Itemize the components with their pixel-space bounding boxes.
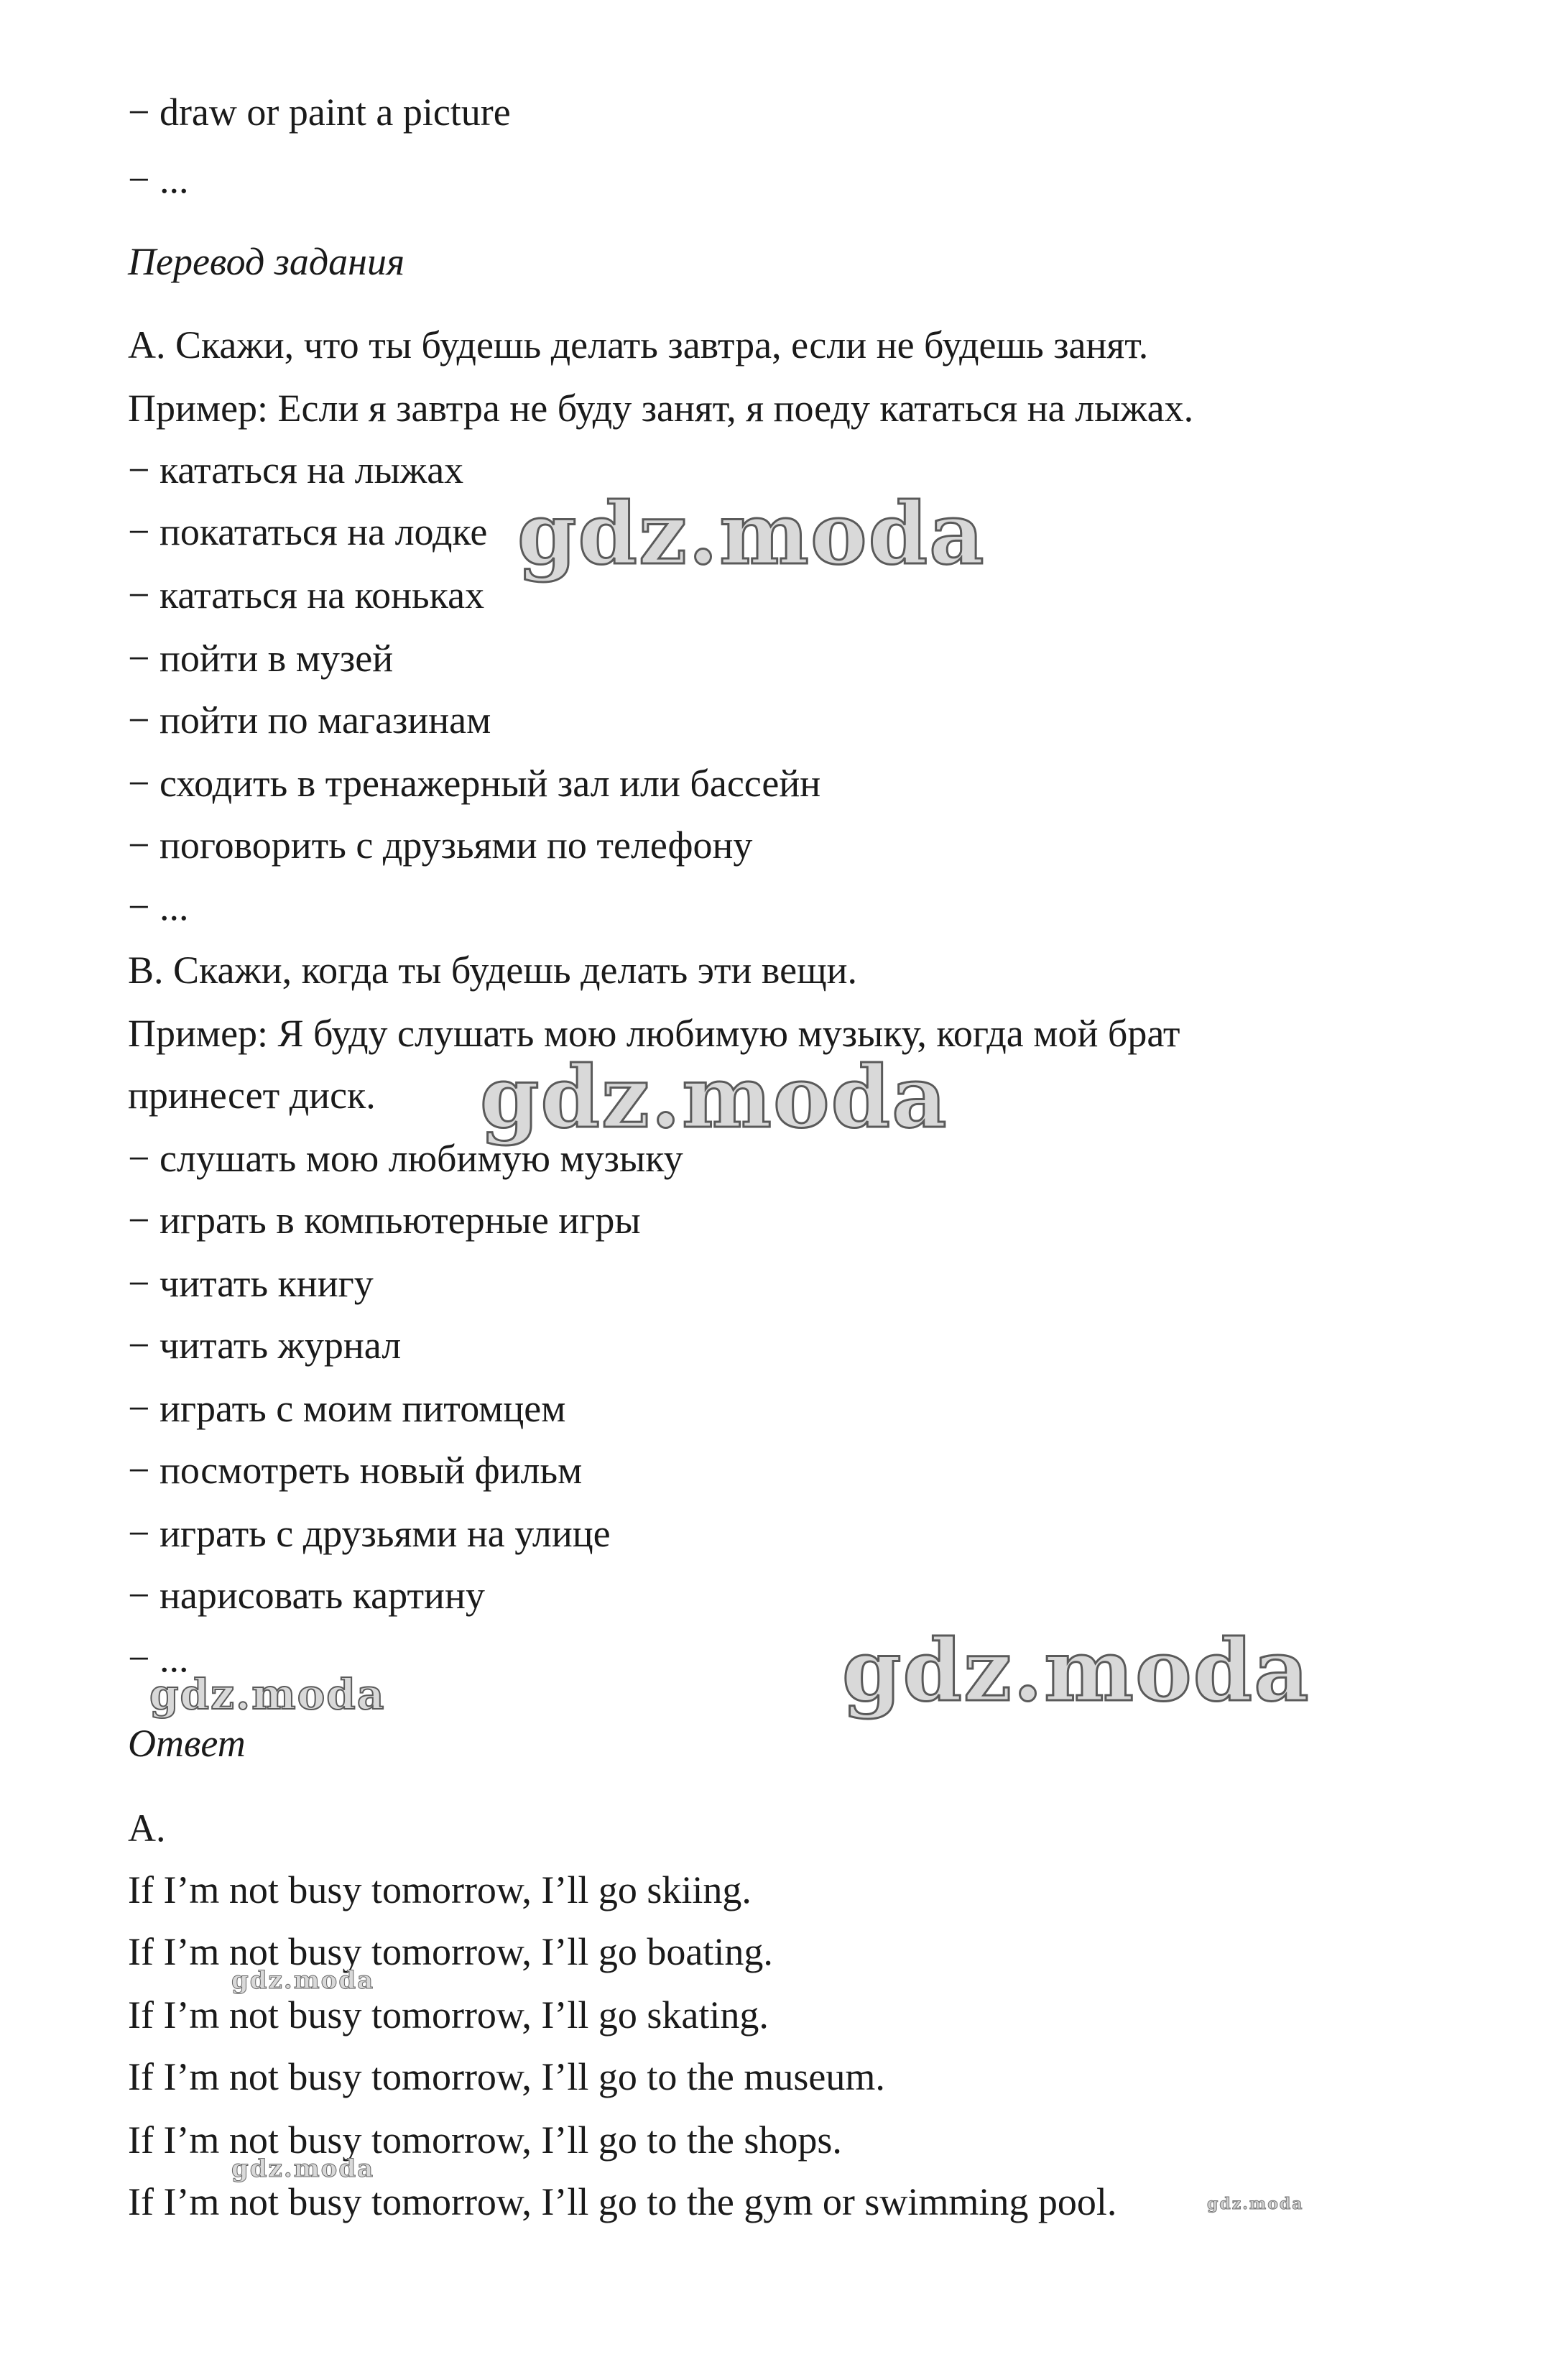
list-item: − кататься на коньках bbox=[128, 573, 485, 617]
list-item: − играть в компьютерные игры bbox=[128, 1199, 641, 1242]
watermark: gdz.moda bbox=[480, 1047, 948, 1147]
watermark: gdz.moda bbox=[1207, 2195, 1304, 2213]
list-item: − кататься на лыжах bbox=[128, 448, 464, 492]
list-item: − играть с друзьями на улице bbox=[128, 1512, 611, 1555]
watermark: gdz.moda bbox=[231, 1966, 375, 1995]
task-a-instruction: A. Скажи, что ты будешь делать завтра, если не будешь занят. bbox=[128, 323, 1149, 366]
list-item: − покататься на лодке bbox=[128, 510, 488, 553]
list-item: − слушать мою любимую музыку bbox=[128, 1137, 683, 1180]
answer-line: If I’m not busy tomorrow, I’ll go skating. bbox=[128, 1993, 769, 2037]
list-item: − нарисовать картину bbox=[128, 1574, 485, 1617]
list-item: − читать книгу bbox=[128, 1262, 374, 1305]
section-heading-translation: Перевод задания bbox=[128, 240, 405, 283]
answer-line: If I’m not busy tomorrow, I’ll go to the gym or swimming pool. bbox=[128, 2180, 1117, 2223]
list-item: − ... bbox=[128, 1637, 189, 1680]
list-item: − играть с моим питомцем bbox=[128, 1387, 566, 1430]
task-a-example: Пример: Если я завтра не буду занят, я поеду кататься на лыжах. bbox=[128, 387, 1194, 430]
task-b-instruction: B. Скажи, когда ты будешь делать эти вещи. bbox=[128, 949, 858, 992]
list-item: − ... bbox=[128, 885, 189, 928]
answer-a-label: A. bbox=[128, 1807, 166, 1850]
watermark: gdz.moda bbox=[231, 2154, 375, 2183]
task-b-example-continued: принесет диск. bbox=[128, 1074, 376, 1117]
answer-line: If I’m not busy tomorrow, I’ll go to the museum. bbox=[128, 2055, 885, 2098]
list-item: − читать журнал bbox=[128, 1324, 402, 1367]
list-item: − сходить в тренажерный зал или бассейн bbox=[128, 762, 821, 805]
watermark: gdz.moda bbox=[842, 1620, 1310, 1720]
answer-line: If I’m not busy tomorrow, I’ll go boating. bbox=[128, 1930, 773, 1973]
list-item: − пойти в музей bbox=[128, 637, 394, 680]
task-b-example: Пример: Я буду слушать мою любимую музыку, когда мой брат bbox=[128, 1012, 1180, 1055]
answer-line: If I’m not busy tomorrow, I’ll go to the shops. bbox=[128, 2118, 842, 2162]
list-item: − пойти по магазинам bbox=[128, 698, 491, 742]
list-item: − посмотреть новый фильм bbox=[128, 1449, 583, 1492]
list-item: − draw or paint a picture bbox=[128, 91, 511, 134]
list-item: − ... bbox=[128, 158, 189, 201]
watermark: gdz.moda bbox=[149, 1670, 386, 1719]
watermark: gdz.moda bbox=[517, 484, 986, 584]
list-item: − поговорить с друзьями по телефону bbox=[128, 824, 753, 867]
section-heading-answer: Ответ bbox=[128, 1722, 246, 1765]
answer-line: If I’m not busy tomorrow, I’ll go skiing. bbox=[128, 1868, 752, 1911]
